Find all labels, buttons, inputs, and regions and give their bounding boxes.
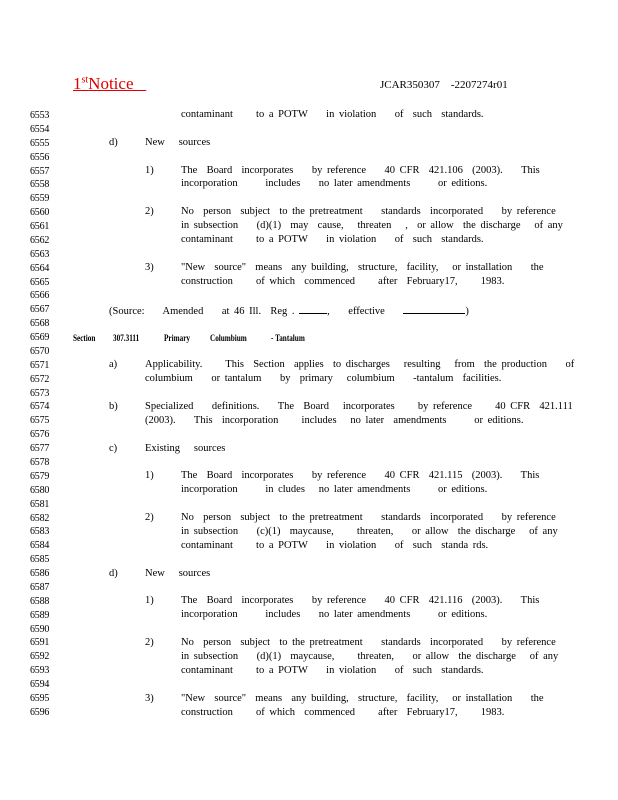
notice-superscript: st <box>81 74 89 86</box>
line-number: 6588 <box>30 595 50 607</box>
source-note: (Source: Amended at 46 Ill. Reg . , effective ) <box>109 306 469 317</box>
line-number: 6574 <box>30 401 50 413</box>
line-number: 6570 <box>30 345 50 357</box>
text-line: construction of which commenced after February17, 1983. <box>181 276 505 287</box>
line-number: 6592 <box>30 651 50 663</box>
subsection-heading: New sources <box>145 137 211 148</box>
section-number: 307.3111 <box>113 333 140 343</box>
source-close: ) <box>465 306 469 317</box>
item-label: 2) <box>145 512 154 523</box>
line-number: 6556 <box>30 151 50 163</box>
text-line: "New source" means any building, structure, facility, or installation the <box>181 262 544 273</box>
line-number: 6584 <box>30 540 50 552</box>
line-number: 6554 <box>30 123 50 135</box>
line-number: 6560 <box>30 207 50 219</box>
source-amended: Amended at 46 Ill. Reg . <box>162 306 295 317</box>
line-number: 6571 <box>30 359 50 371</box>
text-line: No person subject to the pretreatment standards incorporated by reference <box>181 512 556 523</box>
item-label: c) <box>109 443 118 454</box>
line-number: 6582 <box>30 512 50 524</box>
section-title-tantalum: - Tantalum <box>271 333 305 343</box>
line-number: 6579 <box>30 470 50 482</box>
line-number: 6575 <box>30 415 50 427</box>
item-label: 3) <box>145 693 154 704</box>
item-label: 1) <box>145 470 154 481</box>
text-line: contaminant to a POTW in violation of such standards. <box>181 234 484 245</box>
text-line: contaminant to a POTW in violation of such standa rds. <box>181 540 489 551</box>
text-line: (2003). This incorporation includes no later amendments or editions. <box>145 415 524 426</box>
subsection-heading: New sources <box>145 568 211 579</box>
item-label: 3) <box>145 262 154 273</box>
text-line: "New source" means any building, structure, facility, or installation the <box>181 693 544 704</box>
subsection-heading: Existing sources <box>145 443 226 454</box>
text-line: The Board incorporates by reference 40 CFR 421.106 (2003). This <box>181 165 540 176</box>
source-label: (Source: <box>109 306 145 317</box>
line-number: 6590 <box>30 623 50 635</box>
notice-heading <box>73 74 146 94</box>
text-line: in subsection (d)(1) maycause, threaten, or allow the discharge of any <box>181 651 559 662</box>
notice-word: Notice <box>88 74 134 93</box>
line-number: 6565 <box>30 276 50 288</box>
text-line: columbium or tantalum by primary columbium -tantalum facilities. <box>145 373 502 384</box>
text-line: incorporation includes no later amendments or editions. <box>181 178 488 189</box>
item-label: 2) <box>145 206 154 217</box>
line-number: 6561 <box>30 221 50 233</box>
text-line: Applicability. This Section applies to discharges resulting from the production of <box>145 359 575 370</box>
item-label: d) <box>109 137 118 148</box>
section-label: Section <box>73 333 96 343</box>
line-number: 6558 <box>30 179 50 191</box>
item-label: a) <box>109 359 118 370</box>
section-title-columbium: Columbium <box>210 333 247 343</box>
line-number: 6578 <box>30 457 50 468</box>
line-number: 6596 <box>30 706 50 718</box>
effective-date-blank <box>403 304 465 314</box>
document-id: JCAR350307 -2207274r01 <box>380 79 508 91</box>
line-number: 6569 <box>30 332 50 344</box>
text-line: No person subject to the pretreatment standards incorporated by reference <box>181 637 556 648</box>
item-label: 1) <box>145 595 154 606</box>
line-number: 6593 <box>30 665 50 677</box>
notice-number: 1 <box>73 74 82 93</box>
item-label: 1) <box>145 165 154 176</box>
text-line: in subsection (d)(1) may cause, threaten , or allow the discharge of any <box>181 220 563 231</box>
text-line: incorporation includes no later amendments or editions. <box>181 609 488 620</box>
line-number: 6577 <box>30 443 50 455</box>
line-number: 6585 <box>30 554 50 566</box>
text-line: construction of which commenced after February17, 1983. <box>181 707 505 718</box>
line-number: 6564 <box>30 262 50 274</box>
text-line: contaminant to a POTW in violation of such standards. <box>181 665 484 676</box>
line-number: 6553 <box>30 110 50 121</box>
text-line: No person subject to the pretreatment standards incorporated by reference <box>181 206 556 217</box>
text-line: Specialized definitions. The Board incorporates by reference 40 CFR 421.111 <box>145 401 573 412</box>
line-number: 6567 <box>30 304 50 316</box>
line-number: 6576 <box>30 429 50 441</box>
text-line: The Board incorporates by reference 40 CFR 421.116 (2003). This <box>181 595 540 606</box>
line-number: 6557 <box>30 165 50 177</box>
source-effective: effective <box>348 306 385 317</box>
line-number: 6572 <box>30 373 50 385</box>
line-number: 6568 <box>30 318 50 330</box>
item-label: d) <box>109 568 118 579</box>
section-title-primary: Primary <box>164 333 190 343</box>
line-number: 6586 <box>30 568 50 580</box>
line-number: 6573 <box>30 387 50 399</box>
line-number: 6594 <box>30 679 50 691</box>
line-number: 6583 <box>30 526 50 538</box>
text-line: The Board incorporates by reference 40 CFR 421.115 (2003). This <box>181 470 540 481</box>
register-blank <box>299 304 327 314</box>
line-number: 6559 <box>30 193 50 205</box>
line-number: 6581 <box>30 498 50 510</box>
line-number: 6587 <box>30 581 50 593</box>
line-number: 6595 <box>30 692 50 704</box>
item-label: b) <box>109 401 118 412</box>
text-line: incorporation in cludes no later amendments or editions. <box>181 484 488 495</box>
line-number: 6563 <box>30 248 50 260</box>
line-number: 6589 <box>30 609 50 621</box>
line-number: 6591 <box>30 637 50 649</box>
line-number: 6580 <box>30 484 50 496</box>
item-label: 2) <box>145 637 154 648</box>
line-number: 6562 <box>30 234 50 246</box>
line-number: 6555 <box>30 137 50 149</box>
line-number: 6566 <box>30 290 50 302</box>
text-line: contaminant to a POTW in violation of such standards. <box>181 109 484 120</box>
text-line: in subsection (c)(1) maycause, threaten, or allow the discharge of any <box>181 526 558 537</box>
